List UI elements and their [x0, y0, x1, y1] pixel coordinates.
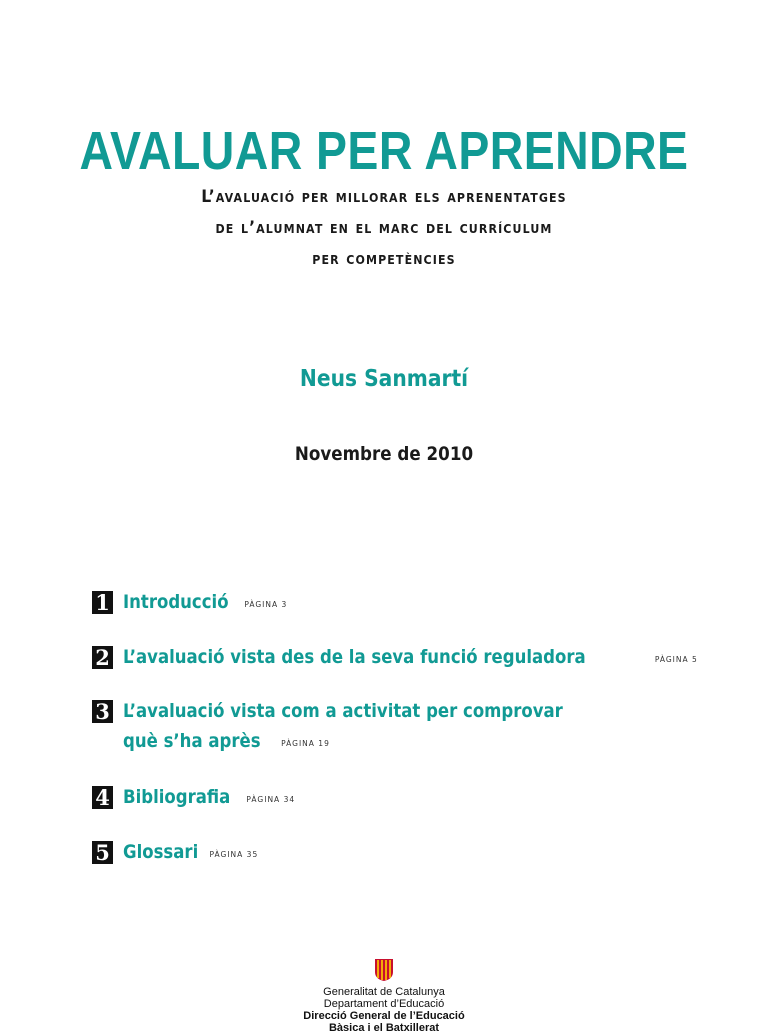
toc-page-ref: PÀGINA 3	[244, 600, 288, 609]
toc-entry-text	[123, 837, 258, 870]
toc-item-funcio-reguladora[interactable]	[92, 645, 698, 675]
toc-entry-label: Glossari	[123, 841, 199, 863]
footer-institution	[0, 958, 768, 1034]
subtitle-line: L’avaluació per millorar els aprenentatges	[201, 187, 567, 207]
toc-page-ref: PÀGINA 35	[209, 850, 259, 859]
toc-item-introduccio[interactable]	[92, 590, 287, 620]
institution-line: Direcció General de l’Educació	[303, 1010, 465, 1022]
institution-line: Generalitat de Catalunya	[323, 986, 445, 998]
generalitat-emblem-icon	[374, 958, 394, 982]
toc-item-bibliografia[interactable]	[92, 785, 295, 815]
toc-number-box: 3	[92, 700, 113, 723]
institution-line: Bàsica i el Batxillerat	[328, 1022, 440, 1034]
toc-entry-label: Bibliografia	[123, 786, 231, 808]
toc-entry-text	[123, 642, 698, 675]
toc-entry-text	[123, 587, 287, 620]
toc-number-box: 5	[92, 841, 113, 864]
toc-page-ref: PÀGINA 19	[281, 739, 330, 748]
toc-entry-label: què s’ha après	[123, 730, 261, 752]
document-title: AVALUAR PER APRENDRE	[79, 121, 689, 182]
subtitle-line: de l’alumnat en el marc del currículum	[215, 218, 553, 238]
subtitle-line: per competències	[312, 249, 456, 269]
toc-number-box: 4	[92, 786, 113, 809]
author-name: Neus Sanmartí	[299, 366, 469, 392]
toc-entry-text	[123, 782, 295, 815]
institution-line: Departament d’Educació	[323, 998, 445, 1010]
document-subtitle	[31, 182, 738, 275]
toc-number-box: 1	[92, 591, 113, 614]
toc-entry-label: Introducció	[123, 591, 229, 613]
toc-page-ref: PÀGINA 34	[246, 795, 296, 804]
toc-item-glossari[interactable]	[92, 840, 258, 870]
toc-number-box: 2	[92, 646, 113, 669]
toc-entry-label: L’avaluació vista com a activitat per comprovar	[123, 700, 563, 722]
toc-entry-label: L’avaluació vista des de la seva funció reguladora	[123, 646, 586, 668]
toc-entry-text	[123, 696, 629, 759]
toc-item-comprovar[interactable]	[92, 699, 629, 759]
publication-date: Novembre de 2010	[294, 443, 474, 465]
toc-page-ref: PÀGINA 5	[654, 655, 698, 664]
